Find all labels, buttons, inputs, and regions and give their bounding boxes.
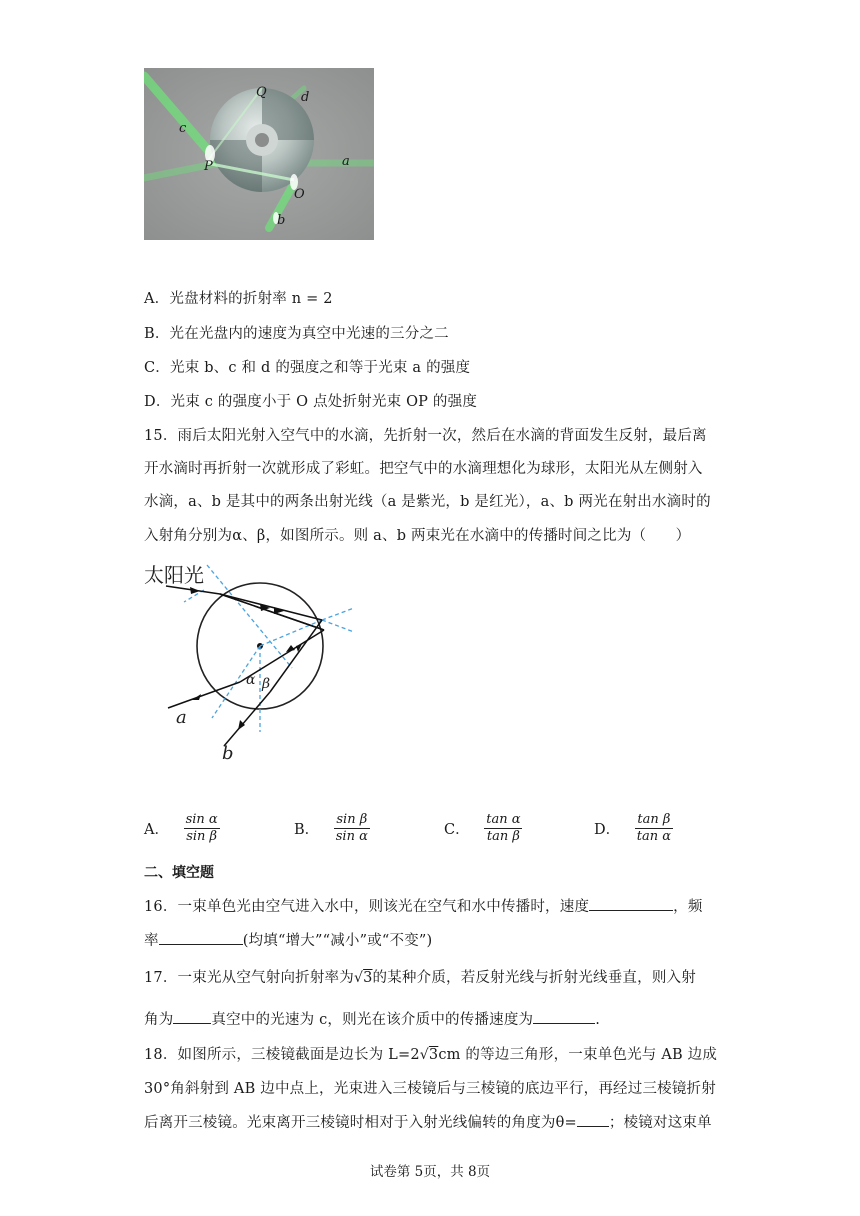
label-c: c <box>179 121 187 136</box>
raindrop-figure <box>144 560 364 770</box>
q17-line-1: 17．一束光从空气射向折射率为√3的某种介质，若反射光线与折射光线垂直，则入射 <box>144 970 696 986</box>
q15-line-1: 15．雨后太阳光射入空气中的水滴，先折射一次，然后在水滴的背面发生反射，最后离 <box>144 428 707 444</box>
q18-line-2: 30°角斜射到 AB 边中点上，光束进入三棱镜后与三棱镜的底边平行，再经过三棱镜折射 <box>144 1081 716 1097</box>
label-d: d <box>301 90 310 105</box>
cd-laser-photo <box>144 68 374 240</box>
section-heading: 二、填空题 <box>144 865 214 881</box>
label-a: a <box>342 154 350 169</box>
cd-laser-illustration <box>144 68 374 240</box>
ray-a-label: a <box>176 707 187 728</box>
q18-blank-angle[interactable] <box>577 1112 609 1127</box>
q18-line-1: 18．如图所示，三棱镜截面是边长为 L=2√3cm 的等边三角形，一束单色光与 AB 边成 <box>144 1047 718 1063</box>
q17-blank-angle[interactable] <box>173 1009 211 1024</box>
q14-option-a: A．光盘材料的折射率 n = 2 <box>144 291 333 307</box>
q15-line-4: 入射角分别为α、β，如图所示。则 a、b 两束光在水滴中的传播时间之比为（ ） <box>144 528 691 544</box>
q16-line-1: 16．一束单色光由空气进入水中，则该光在空气和水中传播时，速度 ，频 <box>144 895 703 916</box>
q15-option-c: C． $\frac{\text{tan α}}{\text{tan β}}$ <box>444 812 521 844</box>
q15-option-b: B． $\frac{\text{sin β}}{\text{sin α}}$ <box>294 812 368 844</box>
sunlight-label: 太阳光 <box>144 563 204 587</box>
label-o: O <box>294 187 305 202</box>
q15-option-a: A． $\frac{\text{sin α}}{\text{sin β}}$ <box>144 812 218 844</box>
q16-line-2: 率 (均填“增大”“减小”或“不变”) <box>144 929 432 950</box>
label-p: P <box>204 159 213 174</box>
q14-option-b: B．光在光盘内的速度为真空中光速的三分之二 <box>144 326 449 342</box>
page-footer: 试卷第 5页，共 8页 <box>369 1164 491 1180</box>
q15-line-2: 开水滴时再折射一次就形成了彩虹。把空气中的水滴理想化为球形，太阳光从左侧射入 <box>144 461 703 477</box>
q15-option-d: D． $\frac{\text{tan β}}{\text{tan α}}$ <box>594 812 672 844</box>
q17-line-2: 角为 真空中的光速为 c，则光在该介质中的传播速度为 . <box>144 1008 600 1029</box>
q15-line-3: 水滴，a、b 是其中的两条出射光线（a 是紫光，b 是红光），a、b 两光在射出水滴时的 <box>144 494 711 510</box>
beta-label: β <box>262 676 271 692</box>
ray-b-label: b <box>222 743 234 764</box>
q14-option-d: D．光束 c 的强度小于 O 点处折射光束 OP 的强度 <box>144 394 478 410</box>
q16-blank-speed[interactable] <box>589 896 673 911</box>
q14-option-c: C．光束 b、c 和 d 的强度之和等于光束 a 的强度 <box>144 360 471 376</box>
label-b: b <box>277 213 286 228</box>
label-q: Q <box>256 85 267 100</box>
q18-line-3: 后离开三棱镜。光束离开三棱镜时相对于入射光线偏转的角度为θ= ；棱镜对这束单 <box>144 1111 712 1132</box>
q17-blank-speed[interactable] <box>533 1009 595 1024</box>
alpha-label: α <box>246 672 256 688</box>
q16-blank-frequency[interactable] <box>159 930 243 945</box>
